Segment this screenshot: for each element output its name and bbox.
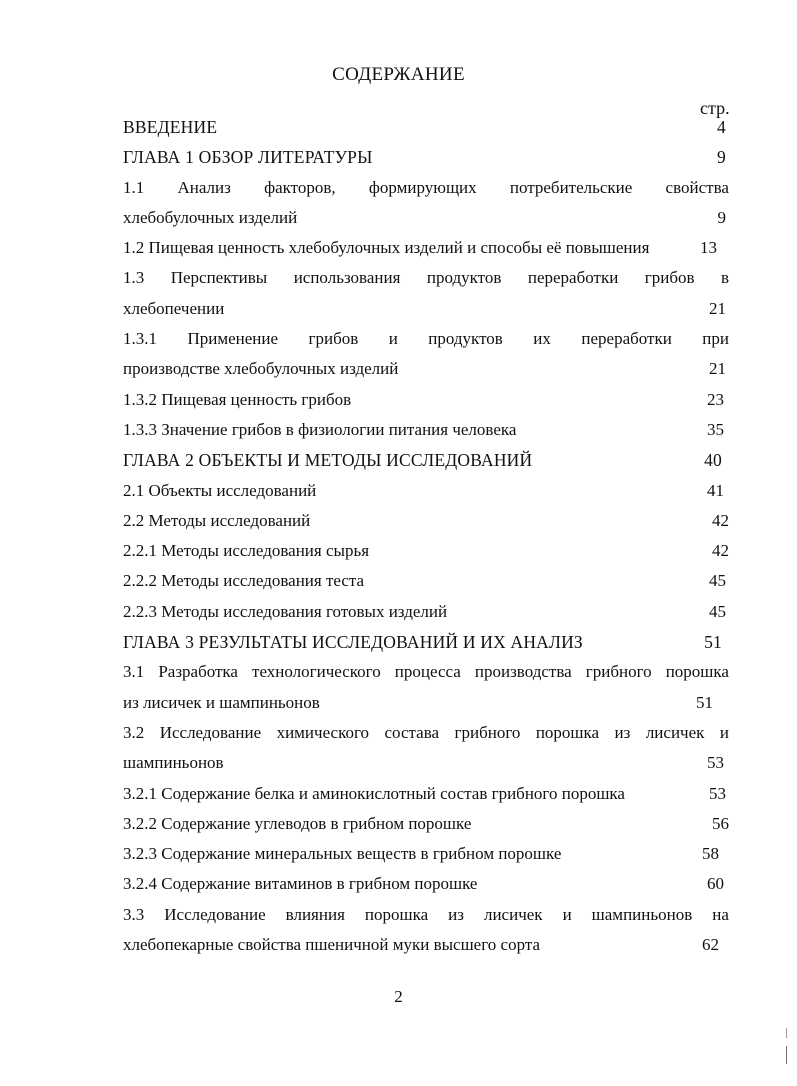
- toc-page-number: 62: [702, 935, 719, 955]
- toc-entry-word: в: [720, 268, 729, 288]
- toc-entry-text: ГЛАВА 3 РЕЗУЛЬТАТЫ ИССЛЕДОВАНИЙ И ИХ АНАЛИЗ: [123, 632, 583, 653]
- toc-entry-word: их: [533, 329, 551, 349]
- toc-entry-word: процесса: [394, 662, 461, 682]
- toc-entry-word: и: [388, 329, 398, 349]
- toc-entry-text: 3.2.4 Содержание витаминов в грибном порошке: [123, 874, 478, 894]
- toc-entry-word: переработки: [581, 329, 672, 349]
- toc-entry-word: Применение: [187, 329, 279, 349]
- toc-line: [123, 506, 729, 536]
- toc-chapter-line: [123, 112, 729, 142]
- toc-entry-text: хлебобулочных изделий: [123, 207, 298, 227]
- toc-line: [123, 294, 729, 324]
- toc-line: [123, 263, 729, 293]
- toc-line: [123, 779, 729, 809]
- toc-entry-text: производстве хлебобулочных изделий: [123, 359, 399, 379]
- toc-page-number: 51: [696, 692, 713, 712]
- toc-entry-word: грибов: [308, 329, 359, 349]
- toc-entry-word: из: [448, 904, 464, 924]
- toc-entry-word: лисичек: [645, 722, 705, 742]
- toc-line: [123, 748, 729, 778]
- toc-page-number: 45: [709, 601, 726, 621]
- toc-line: [123, 809, 729, 839]
- toc-entry-word: 3.1: [123, 662, 145, 682]
- toc-line: [123, 566, 729, 596]
- toc-line: [123, 869, 729, 899]
- toc-entry-word: состава: [384, 722, 440, 742]
- toc-entry-word: факторов,: [264, 177, 336, 197]
- toc-page-number: 21: [709, 298, 726, 318]
- toc-line: [123, 688, 729, 718]
- toc-line: [123, 900, 729, 930]
- toc-page-number: 40: [704, 450, 722, 471]
- toc-entry-word: порошка: [535, 722, 600, 742]
- toc-entry-word: порошка: [364, 904, 429, 924]
- toc-page-number: 23: [707, 389, 724, 409]
- toc-entry-word: Исследование: [159, 722, 262, 742]
- page-column-label: стр.: [700, 98, 730, 118]
- toc-entry-word: 3.2: [123, 722, 145, 742]
- toc-entry-text: 3.2.3 Содержание минеральных веществ в грибном порошке: [123, 844, 562, 864]
- toc-entry-word: влияния: [285, 904, 345, 924]
- toc-entry-word: продуктов: [426, 268, 502, 288]
- toc-page-number: 35: [707, 419, 724, 439]
- toc-page-number: 60: [707, 874, 724, 894]
- toc-page-number: 21: [709, 359, 726, 379]
- toc-entry-text: 1.3.2 Пищевая ценность грибов: [123, 389, 352, 409]
- toc-entry-text: ВВЕДЕНИЕ: [123, 117, 218, 137]
- toc-entry-word: при: [702, 329, 729, 349]
- toc-chapter-line: [123, 627, 729, 657]
- toc-entry-word: и: [562, 904, 572, 924]
- toc-line: [123, 415, 729, 445]
- toc-entry-word: порошка: [665, 662, 729, 682]
- toc-line: [123, 718, 729, 748]
- toc-page-number: 9: [717, 147, 726, 168]
- toc-page-number: 53: [707, 753, 724, 773]
- toc-entry-text: [123, 718, 729, 748]
- toc-page-number: 42: [712, 510, 729, 530]
- toc-entry-text: 3.2.1 Содержание белка и аминокислотный состав грибного порошка: [123, 783, 625, 803]
- toc-entry-word: технологического: [252, 662, 381, 682]
- toc-entry-text: ГЛАВА 1 ОБЗОР ЛИТЕРАТУРЫ: [123, 147, 373, 168]
- toc-entry-text: шампиньонов: [123, 753, 224, 773]
- toc-entry-text: хлебопечении: [123, 298, 225, 318]
- toc-entry-text: 2.2.1 Методы исследования сырья: [123, 541, 370, 561]
- toc-entry-word: и: [719, 722, 729, 742]
- toc-entry-word: продуктов: [428, 329, 503, 349]
- toc-chapter-line: [123, 142, 729, 172]
- toc-page-number: 58: [702, 844, 719, 864]
- toc-entry-word: шампиньонов: [591, 904, 693, 924]
- toc-line: [123, 385, 729, 415]
- toc-entry-word: из: [614, 722, 631, 742]
- toc-entry-text: [123, 324, 729, 354]
- toc-entry-word: 1.1: [123, 177, 145, 197]
- page-title: СОДЕРЖАНИЕ: [332, 64, 465, 85]
- toc-entry-word: свойства: [665, 177, 729, 197]
- toc-line: [123, 203, 729, 233]
- toc-entry-word: использования: [293, 268, 401, 288]
- toc-entry-word: потребительские: [509, 177, 633, 197]
- toc-entry-text: 2.1 Объекты исследований: [123, 480, 317, 500]
- toc-line: [123, 839, 729, 869]
- toc-entry-word: Разработка: [158, 662, 238, 682]
- toc-line: [123, 657, 729, 687]
- toc-entry-word: Анализ: [177, 177, 231, 197]
- toc-page-number: 9: [717, 207, 726, 227]
- toc-entry-word: на: [712, 904, 729, 924]
- toc-entry-word: грибного: [585, 662, 652, 682]
- toc-entry-text: хлебопекарные свойства пшеничной муки высшего сорта: [123, 935, 541, 955]
- table-of-contents: [123, 112, 729, 960]
- toc-page-number: 51: [704, 632, 722, 653]
- toc-entry-word: химического: [276, 722, 370, 742]
- toc-entry-text: [123, 900, 729, 930]
- toc-entry-word: грибов: [644, 268, 695, 288]
- toc-page-number: 56: [712, 813, 729, 833]
- toc-entry-word: лисичек: [483, 904, 543, 924]
- toc-entry-text: из лисичек и шампиньонов: [123, 692, 320, 712]
- footer-page-number: 2: [394, 987, 403, 1006]
- toc-entry-text: [123, 263, 729, 293]
- toc-entry-text: 2.2 Методы исследований: [123, 510, 311, 530]
- toc-entry-text: ГЛАВА 2 ОБЪЕКТЫ И МЕТОДЫ ИССЛЕДОВАНИЙ: [123, 450, 533, 471]
- toc-entry-word: грибного: [454, 722, 521, 742]
- toc-line: [123, 536, 729, 566]
- toc-entry-text: 1.3.3 Значение грибов в физиологии питания человека: [123, 419, 517, 439]
- toc-entry-text: 1.2 Пищевая ценность хлебобулочных изделий и способы её повышения: [123, 238, 650, 258]
- toc-page-number: 4: [717, 117, 726, 137]
- toc-chapter-line: [123, 445, 729, 475]
- toc-entry-text: 2.2.3 Методы исследования готовых изделий: [123, 601, 448, 621]
- toc-entry-word: Перспективы: [170, 268, 268, 288]
- toc-line: [123, 930, 729, 960]
- toc-entry-word: переработки: [527, 268, 619, 288]
- toc-entry-word: формирующих: [368, 177, 477, 197]
- toc-entry-word: 1.3: [123, 268, 145, 288]
- toc-entry-text: 3.2.2 Содержание углеводов в грибном порошке: [123, 813, 472, 833]
- toc-page-number: 41: [707, 480, 724, 500]
- toc-entry-word: Исследование: [164, 904, 266, 924]
- toc-entry-text: 2.2.2 Методы исследования теста: [123, 571, 365, 591]
- toc-line: [123, 233, 729, 263]
- toc-page-number: 13: [700, 238, 717, 258]
- toc-page-number: 45: [709, 571, 726, 591]
- toc-line: [123, 476, 729, 506]
- toc-entry-word: производства: [474, 662, 572, 682]
- scan-artifact-mark: [786, 1028, 787, 1038]
- toc-entry-word: 1.3.1: [123, 329, 157, 349]
- scan-artifact-mark: [786, 1046, 787, 1064]
- toc-line: [123, 324, 729, 354]
- toc-page-number: 42: [712, 541, 729, 561]
- toc-line: [123, 354, 729, 384]
- toc-entry-word: 3.3: [123, 904, 145, 924]
- toc-line: [123, 173, 729, 203]
- toc-page-number: 53: [709, 783, 726, 803]
- toc-entry-text: [123, 173, 729, 203]
- toc-entry-text: [123, 657, 729, 687]
- toc-line: [123, 597, 729, 627]
